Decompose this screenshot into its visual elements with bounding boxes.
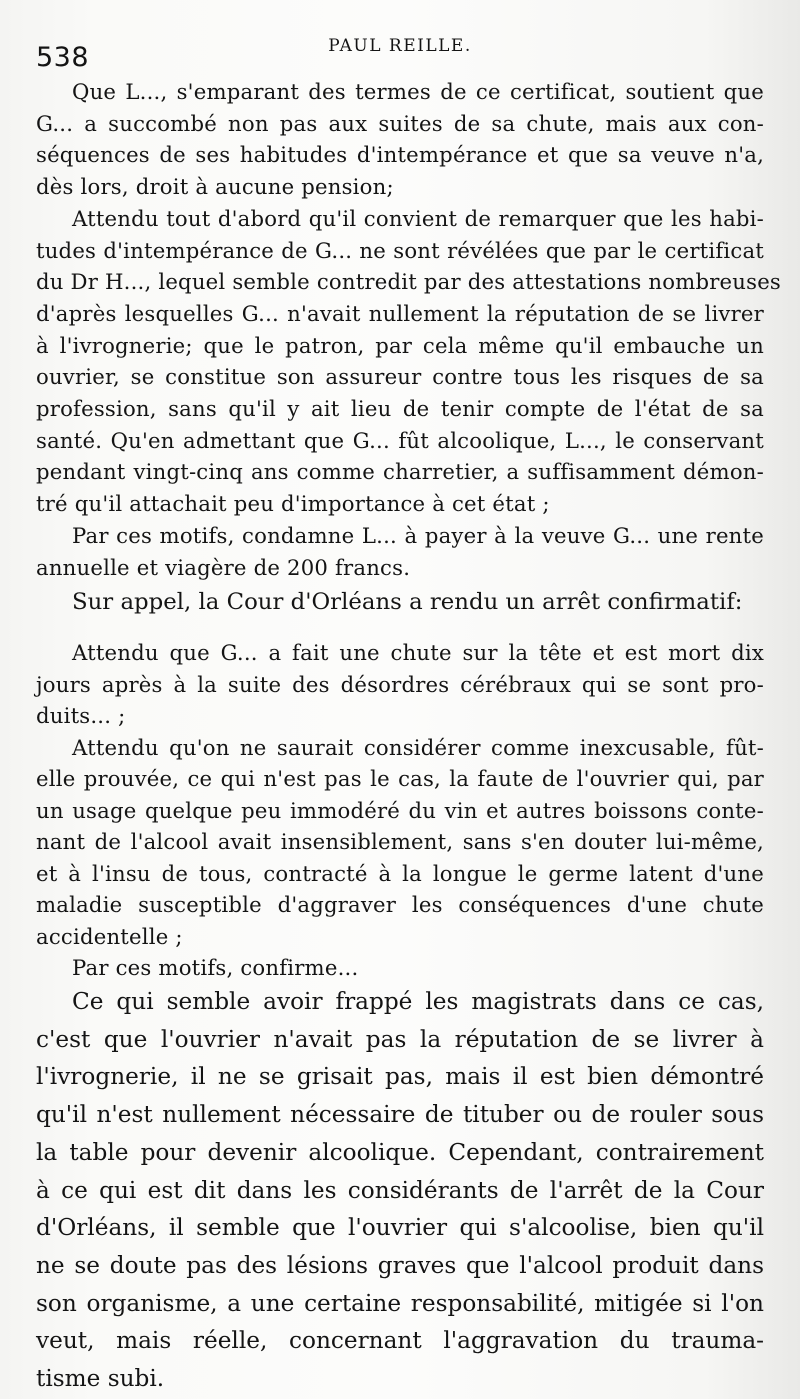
text-line: elle prouvée, ce qui n'est pas le cas, la faute de l'ouvrier qui, par: [36, 766, 764, 791]
text-line: profession, sans qu'il y ait lieu de tenir compte de l'état de sa: [36, 396, 764, 422]
text-line: dès lors, droit à aucune pension;: [36, 174, 394, 200]
text-line: pendant vingt-cinq ans comme charretier, a suffisamment démon-: [36, 459, 764, 485]
text-line: la table pour devenir alcoolique. Cependant, contrairement: [36, 1138, 764, 1166]
text-line: séquences de ses habitudes d'intempérance et que sa veuve n'a,: [36, 142, 764, 168]
text-line: maladie susceptible d'aggraver les conséquences d'une chute: [36, 892, 764, 917]
text-line: d'Orléans, il semble que l'ouvrier qui s'alcoolise, bien qu'il: [36, 1214, 764, 1242]
text-line: nant de l'alcool avait insensiblement, sans s'en douter lui-même,: [36, 829, 764, 854]
text-line: Que L..., s'emparant des termes de ce certificat, soutient que: [72, 79, 764, 104]
text-line: Attendu tout d'abord qu'il convient de remarquer que les habi-: [72, 205, 764, 231]
text-line: G... a succombé non pas aux suites de sa chute, mais aux con-: [36, 110, 764, 136]
text-line: veut, mais réelle, concernant l'aggravation du trauma-: [36, 1327, 764, 1355]
text-line: Par ces motifs, confirme...: [72, 955, 359, 980]
text-line: duits... ;: [36, 703, 126, 728]
running-title: PAUL REILLE.: [328, 36, 472, 56]
text-line: tré qu'il attachait peu d'importance à cet état ;: [36, 491, 550, 517]
text-line: d'après lesquelles G... n'avait nullement la réputation de se livrer: [36, 300, 764, 326]
appeal-heading: [36, 587, 764, 617]
text-line: un usage quelque peu immodéré du vin et autres boissons conte-: [36, 797, 764, 823]
text-line: Attendu qu'on ne saurait considérer comme inexcusable, fût-: [72, 734, 764, 760]
text-line: son organisme, a une certaine responsabilité, mitigée si l'on: [36, 1289, 764, 1317]
text-line: Ce qui semble avoir frappé les magistrats dans ce cas,: [72, 988, 764, 1015]
commentary-block: [36, 983, 764, 1398]
text-line: annuelle et viagère de 200 francs.: [36, 554, 411, 580]
text-line: et à l'insu de tous, contracté à la longue le germe latent d'une: [36, 860, 764, 886]
text-line: à ce qui est dit dans les considérants de l'arrêt de la Cour: [36, 1176, 764, 1204]
text-line: l'ivrognerie, il ne se grisait pas, mais il est bien démontré: [36, 1063, 764, 1091]
text-line: qu'il n'est nullement nécessaire de tituber ou de rouler sous: [36, 1101, 764, 1129]
text-line: Par ces motifs, condamne L... à payer à la veuve G... une rente: [72, 522, 764, 548]
text-line: c'est que l'ouvrier n'avait pas la réputation de se livrer à: [36, 1025, 764, 1053]
judgment-text-block: [36, 76, 782, 583]
appeal-ruling-block: [36, 637, 764, 984]
text-line: à l'ivrognerie; que le patron, par cela même qu'il embauche un: [36, 332, 764, 358]
text-line: du Dr H..., lequel semble contredit par des attestations nombreuses: [36, 269, 782, 295]
page-number: 538: [36, 42, 90, 73]
text-line: tudes d'intempérance de G... ne sont révélées que par le certificat: [36, 237, 764, 263]
text-line: santé. Qu'en admettant que G... fût alcoolique, L..., le conservant: [36, 427, 764, 453]
text-line: accidentelle ;: [36, 923, 183, 949]
text-line: ouvrier, se constitue son assureur contre tous les risques de sa: [36, 364, 764, 390]
text-line: Attendu que G... a fait une chute sur la tête et est mort dix: [72, 640, 764, 665]
text-line: jours après à la suite des désordres cérébraux qui se sont pro-: [36, 671, 764, 697]
text-line: tisme subi.: [36, 1365, 165, 1393]
text-line: ne se doute pas des lésions graves que l'alcool produit dans: [36, 1251, 764, 1279]
appeal-heading-line: Sur appel, la Cour d'Orléans a rendu un arrêt confirmatif:: [72, 589, 743, 615]
